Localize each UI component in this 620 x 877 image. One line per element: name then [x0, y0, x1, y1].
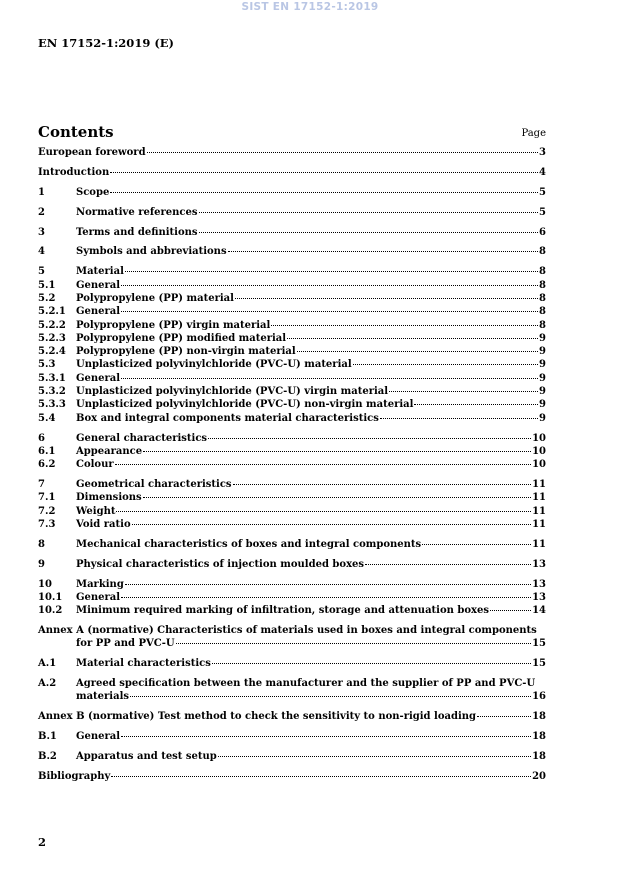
toc-entry-page: 16	[532, 691, 546, 703]
leader-dots	[208, 437, 531, 439]
leader-dots	[233, 483, 532, 485]
toc-entry-number: 6.1	[38, 445, 56, 457]
toc-entry-title: Box and integral components material characteristics	[76, 412, 379, 424]
toc-entry-page: 3	[539, 147, 546, 158]
toc-entry-number: 5.2.2	[38, 319, 66, 331]
toc-entry-page: 11	[532, 505, 546, 517]
leader-dots	[235, 297, 538, 299]
toc-entry-page: 4	[539, 166, 546, 178]
leader-dots	[121, 310, 538, 312]
leader-dots	[132, 523, 531, 525]
leader-dots	[143, 450, 531, 452]
toc-entry-title: Polypropylene (PP) non-virgin material	[76, 346, 296, 358]
toc-entry[interactable]	[38, 292, 546, 305]
toc-entry-number: 10.1	[38, 591, 63, 603]
toc-entry-title: Mechanical characteristics of boxes and integral components	[76, 538, 422, 550]
toc-entry[interactable]	[38, 226, 546, 239]
toc-entry-annex-a[interactable]	[38, 624, 546, 651]
leader-dots	[143, 496, 531, 498]
page-column-label: Page	[521, 128, 546, 139]
toc-entry-title: Apparatus and test setup	[76, 751, 217, 763]
toc-entry[interactable]	[38, 319, 546, 332]
toc-entry-title: General characteristics	[76, 432, 208, 444]
toc-entry-annex-b[interactable]	[38, 710, 546, 723]
toc-entry-number: 5.3.3	[38, 399, 66, 411]
toc-entry-page: 10	[532, 459, 546, 471]
toc-entry[interactable]	[38, 730, 546, 743]
toc-entry-page: 8	[539, 246, 546, 258]
toc-entry-page: 9	[539, 359, 546, 371]
toc-entry-page: 10	[532, 445, 546, 457]
toc-entry-number: B.2	[38, 751, 57, 763]
leader-dots	[115, 463, 531, 465]
toc-entry-number: 5.2.1	[38, 306, 66, 318]
toc-entry-title: European foreword	[38, 147, 146, 158]
toc-entry-page: 18	[532, 751, 546, 763]
toc-entry-title: Introduction	[38, 166, 110, 178]
leader-dots	[110, 171, 538, 173]
toc-entry-number: 10	[38, 578, 52, 590]
toc-entry-page: 6	[539, 226, 546, 238]
toc-entry[interactable]	[38, 345, 546, 358]
toc-entry-page: 9	[539, 372, 546, 384]
toc-entry[interactable]	[38, 265, 546, 278]
toc-entry-page: 8	[539, 279, 546, 291]
toc-entry-title: Bibliography	[38, 770, 111, 782]
toc-entry[interactable]	[38, 385, 546, 398]
toc-entry[interactable]	[38, 518, 546, 531]
toc-entry-title: Polypropylene (PP) modified material	[76, 332, 287, 344]
toc-entry-page: 18	[532, 711, 546, 723]
toc-entry[interactable]	[38, 305, 546, 318]
toc-entry-title: Polypropylene (PP) virgin material	[76, 319, 271, 331]
toc-entry-number: 9	[38, 558, 45, 570]
toc-entry-page: 13	[532, 591, 546, 603]
toc-entry-number: 6	[38, 432, 45, 444]
toc-entry-title: Marking	[76, 578, 124, 590]
table-of-contents	[38, 146, 546, 783]
leader-dots	[121, 284, 538, 286]
toc-entry-number: 7	[38, 478, 45, 490]
toc-entry-number: 7.2	[38, 505, 56, 517]
toc-entry-page: 20	[532, 770, 546, 782]
toc-entry-page: 9	[539, 386, 546, 398]
toc-entry-page: 14	[532, 605, 546, 617]
toc-entry[interactable]	[38, 657, 546, 670]
toc-entry-page: 11	[532, 538, 546, 550]
leader-dots	[199, 231, 539, 233]
document-id: EN 17152-1:2019 (E)	[38, 36, 174, 50]
leader-dots	[477, 715, 531, 717]
toc-entry-title: Symbols and abbreviations	[76, 246, 227, 258]
leader-dots	[130, 695, 531, 697]
leader-dots	[218, 755, 531, 757]
toc-entry-page: 5	[539, 186, 546, 198]
toc-entry-number: 7.1	[38, 492, 56, 504]
toc-entry-title-continued: materials	[76, 691, 130, 703]
toc-entry[interactable]	[38, 604, 546, 617]
leader-dots	[111, 775, 531, 777]
leader-dots	[490, 609, 531, 611]
toc-entry-page: 9	[539, 332, 546, 344]
toc-entry[interactable]	[38, 591, 546, 604]
leader-dots	[380, 417, 538, 419]
toc-entry-title-continued: for PP and PVC-U	[76, 638, 175, 650]
toc-entry-title: Terms and definitions	[76, 226, 198, 238]
toc-entry[interactable]	[38, 372, 546, 385]
toc-entry-page: 9	[539, 346, 546, 358]
toc-entry[interactable]	[38, 398, 546, 411]
toc-entry[interactable]	[38, 750, 546, 763]
toc-entry[interactable]	[38, 491, 546, 504]
leader-dots	[287, 337, 538, 339]
toc-entry[interactable]	[38, 770, 546, 783]
toc-entry-title: Weight	[76, 505, 116, 517]
toc-entry-title: Agreed specification between the manufacturer and the supplier of PP and PVC-U	[76, 678, 536, 690]
toc-entry-number: 5.3.2	[38, 386, 66, 398]
toc-entry-title: General	[76, 731, 121, 743]
toc-entry-title: Polypropylene (PP) material	[76, 292, 234, 304]
toc-entry[interactable]	[38, 146, 546, 159]
toc-entry-title: Void ratio	[76, 518, 131, 530]
toc-entry-title: Unplasticized polyvinylchloride (PVC-U) virgin material	[76, 386, 389, 398]
leader-dots	[121, 377, 538, 379]
toc-entry-title: Minimum required marking of infiltration, storage and attenuation boxes	[76, 605, 490, 617]
toc-entry-number: 4	[38, 246, 45, 258]
toc-entry-page: 11	[532, 518, 546, 530]
toc-entry-number: 2	[38, 206, 45, 218]
toc-entry-number: 8	[38, 538, 45, 550]
leader-dots	[199, 211, 539, 213]
toc-entry-page: 8	[539, 319, 546, 331]
toc-entry-title: General	[76, 372, 121, 384]
toc-entry[interactable]	[38, 245, 546, 258]
toc-entry-number: 5.2	[38, 292, 56, 304]
toc-entry[interactable]	[38, 432, 546, 445]
leader-dots	[422, 543, 531, 545]
leader-dots	[389, 390, 538, 392]
leader-dots	[125, 583, 531, 585]
toc-entry-title: Appearance	[76, 445, 143, 457]
toc-entry-title: Geometrical characteristics	[76, 478, 232, 490]
toc-entry-number: 5.4	[38, 412, 56, 424]
toc-entry-title: Dimensions	[76, 492, 142, 504]
toc-entry-page: 18	[532, 731, 546, 743]
toc-entry-page: 15	[532, 638, 546, 650]
contents-heading: Contents	[38, 123, 114, 141]
leader-dots	[365, 563, 531, 565]
leader-dots	[228, 250, 538, 252]
toc-entry-title: General	[76, 591, 121, 603]
toc-entry-page: 10	[532, 432, 546, 444]
leader-dots	[147, 151, 538, 153]
toc-entry[interactable]	[38, 445, 546, 458]
toc-entry[interactable]	[38, 358, 546, 371]
toc-entry-number: 5.3.1	[38, 372, 66, 384]
toc-entry-number: 6.2	[38, 459, 56, 471]
toc-entry[interactable]	[38, 332, 546, 345]
toc-entry[interactable]	[38, 578, 546, 591]
toc-entry[interactable]	[38, 412, 546, 425]
leader-dots	[121, 596, 531, 598]
leader-dots	[125, 270, 538, 272]
toc-entry[interactable]	[38, 186, 546, 199]
watermark: SIST EN 17152-1:2019	[241, 1, 379, 13]
toc-entry-number: 5.2.3	[38, 332, 66, 344]
leader-dots	[116, 510, 531, 512]
leader-dots	[176, 642, 532, 644]
toc-entry-page: 5	[539, 206, 546, 218]
toc-entry-page: 9	[539, 412, 546, 424]
toc-entry[interactable]	[38, 558, 546, 571]
toc-entry-title: Unplasticized polyvinylchloride (PVC-U) material	[76, 359, 352, 371]
toc-entry-number: 5.1	[38, 279, 56, 291]
toc-entry-title: General	[76, 279, 121, 291]
toc-entry-title: Material characteristics	[76, 658, 211, 670]
page-number: 2	[38, 835, 47, 849]
leader-dots	[271, 324, 538, 326]
leader-dots	[297, 350, 538, 352]
toc-entry-number: 5	[38, 266, 45, 278]
toc-entry-title: Unplasticized polyvinylchloride (PVC-U) non-virgin material	[76, 399, 414, 411]
toc-entry-number: 7.3	[38, 518, 56, 530]
toc-entry-title: Material	[76, 266, 124, 278]
toc-entry-title: Scope	[76, 186, 110, 198]
toc-entry[interactable]	[38, 677, 546, 704]
toc-entry-title: Annex A (normative) Characteristics of materials used in boxes and integral components	[38, 625, 537, 637]
toc-entry-page: 8	[539, 292, 546, 304]
toc-entry-number: A.1	[38, 658, 57, 670]
toc-entry[interactable]	[38, 206, 546, 219]
toc-entry-title: Physical characteristics of injection moulded boxes	[76, 558, 365, 570]
toc-entry[interactable]	[38, 538, 546, 551]
toc-entry[interactable]	[38, 166, 546, 179]
toc-entry-page: 13	[532, 558, 546, 570]
toc-entry-number: 3	[38, 226, 45, 238]
toc-entry-number: A.2	[38, 678, 57, 690]
toc-entry-title: Annex B (normative) Test method to check the sensitivity to non-rigid loading	[38, 711, 477, 723]
toc-entry-page: 8	[539, 306, 546, 318]
toc-entry-number: 5.2.4	[38, 346, 66, 358]
toc-entry-page: 8	[539, 266, 546, 278]
toc-entry-page: 11	[532, 478, 546, 490]
leader-dots	[414, 403, 538, 405]
toc-entry-number: 5.3	[38, 359, 56, 371]
toc-entry-page: 9	[539, 399, 546, 411]
toc-entry-title: Colour	[76, 459, 114, 471]
toc-entry-page: 15	[532, 658, 546, 670]
toc-entry-number: 1	[38, 186, 45, 198]
toc-entry-title: Normative references	[76, 206, 198, 218]
toc-entry-number: B.1	[38, 731, 57, 743]
toc-entry[interactable]	[38, 505, 546, 518]
toc-entry-title: General	[76, 306, 121, 318]
toc-entry-page: 13	[532, 578, 546, 590]
leader-dots	[212, 662, 531, 664]
leader-dots	[353, 363, 538, 365]
toc-entry[interactable]	[38, 458, 546, 471]
toc-entry-number: 10.2	[38, 605, 63, 617]
leader-dots	[110, 191, 538, 193]
leader-dots	[121, 735, 531, 737]
toc-entry[interactable]	[38, 279, 546, 292]
toc-entry-page: 11	[532, 492, 546, 504]
toc-entry[interactable]	[38, 478, 546, 491]
